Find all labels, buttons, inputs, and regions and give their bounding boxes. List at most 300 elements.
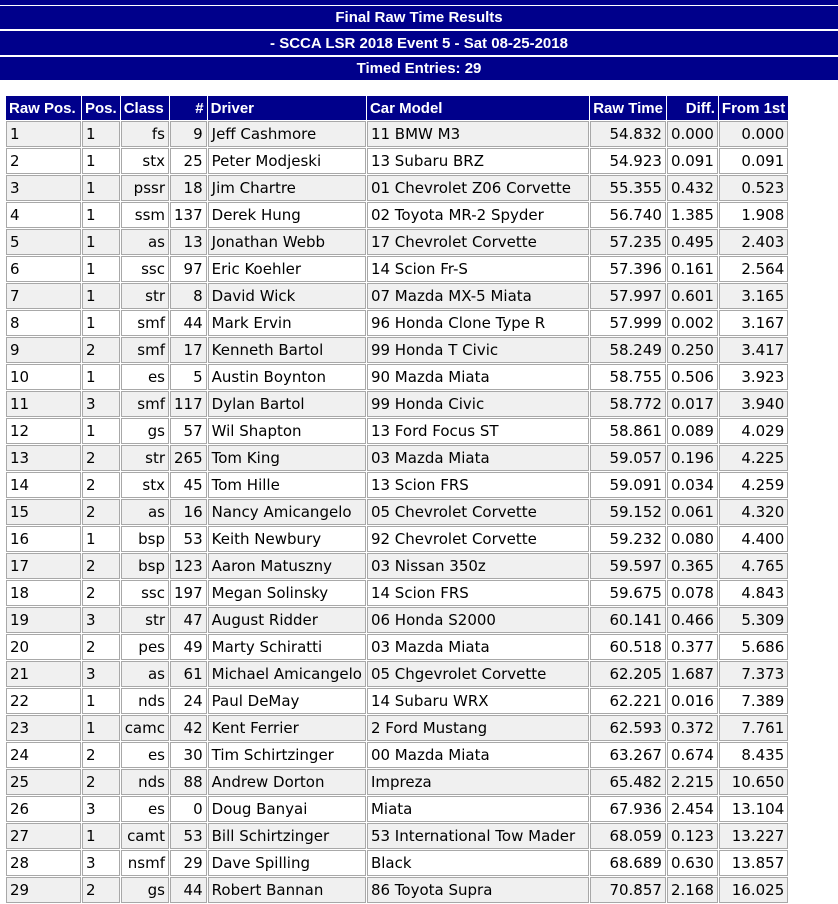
cell-from-first: 2.564 bbox=[719, 256, 788, 282]
cell-from-first: 4.400 bbox=[719, 526, 788, 552]
cell-raw-pos: 7 bbox=[6, 283, 81, 309]
cell-raw-pos: 18 bbox=[6, 580, 81, 606]
cell-number: 29 bbox=[170, 850, 207, 876]
cell-raw-pos: 24 bbox=[6, 742, 81, 768]
table-row bbox=[6, 499, 788, 525]
cell-from-first: 4.843 bbox=[719, 580, 788, 606]
cell-diff: 0.017 bbox=[667, 391, 718, 417]
cell-car-model: 07 Mazda MX-5 Miata bbox=[367, 283, 589, 309]
cell-raw-time: 55.355 bbox=[590, 175, 666, 201]
cell-car-model: 14 Subaru WRX bbox=[367, 688, 589, 714]
cell-car-model: 14 Scion FRS bbox=[367, 580, 589, 606]
header-row bbox=[6, 96, 788, 120]
cell-diff: 2.454 bbox=[667, 796, 718, 822]
cell-raw-pos: 23 bbox=[6, 715, 81, 741]
cell-car-model: 13 Ford Focus ST bbox=[367, 418, 589, 444]
cell-driver: Wil Shapton bbox=[208, 418, 366, 444]
cell-car-model: 06 Honda S2000 bbox=[367, 607, 589, 633]
cell-raw-time: 62.593 bbox=[590, 715, 666, 741]
cell-number: 13 bbox=[170, 229, 207, 255]
cell-diff: 0.123 bbox=[667, 823, 718, 849]
cell-class: fs bbox=[121, 121, 169, 147]
cell-driver: Tom Hille bbox=[208, 472, 366, 498]
cell-raw-time: 57.997 bbox=[590, 283, 666, 309]
cell-driver: Tim Schirtzinger bbox=[208, 742, 366, 768]
cell-driver: Megan Solinsky bbox=[208, 580, 366, 606]
cell-driver: Peter Modjeski bbox=[208, 148, 366, 174]
cell-number: 24 bbox=[170, 688, 207, 714]
col-header-from-first: From 1st bbox=[719, 96, 788, 120]
cell-diff: 0.674 bbox=[667, 742, 718, 768]
cell-pos: 2 bbox=[82, 499, 120, 525]
cell-from-first: 5.309 bbox=[719, 607, 788, 633]
cell-from-first: 4.225 bbox=[719, 445, 788, 471]
cell-raw-time: 54.923 bbox=[590, 148, 666, 174]
cell-number: 44 bbox=[170, 877, 207, 903]
cell-raw-time: 54.832 bbox=[590, 121, 666, 147]
cell-number: 49 bbox=[170, 634, 207, 660]
cell-pos: 1 bbox=[82, 715, 120, 741]
cell-class: stx bbox=[121, 148, 169, 174]
table-row bbox=[6, 796, 788, 822]
cell-raw-pos: 26 bbox=[6, 796, 81, 822]
cell-raw-pos: 12 bbox=[6, 418, 81, 444]
cell-diff: 1.385 bbox=[667, 202, 718, 228]
cell-pos: 2 bbox=[82, 472, 120, 498]
cell-from-first: 13.227 bbox=[719, 823, 788, 849]
col-header-class: Class bbox=[121, 96, 169, 120]
cell-class: nsmf bbox=[121, 850, 169, 876]
cell-diff: 0.630 bbox=[667, 850, 718, 876]
cell-number: 137 bbox=[170, 202, 207, 228]
table-row bbox=[6, 769, 788, 795]
cell-pos: 1 bbox=[82, 364, 120, 390]
cell-raw-pos: 21 bbox=[6, 661, 81, 687]
cell-number: 0 bbox=[170, 796, 207, 822]
cell-raw-time: 58.249 bbox=[590, 337, 666, 363]
cell-pos: 3 bbox=[82, 391, 120, 417]
cell-diff: 0.601 bbox=[667, 283, 718, 309]
table-row bbox=[6, 850, 788, 876]
cell-from-first: 0.091 bbox=[719, 148, 788, 174]
cell-diff: 0.196 bbox=[667, 445, 718, 471]
cell-class: as bbox=[121, 499, 169, 525]
cell-from-first: 3.165 bbox=[719, 283, 788, 309]
cell-diff: 0.377 bbox=[667, 634, 718, 660]
cell-class: es bbox=[121, 364, 169, 390]
cell-diff: 0.016 bbox=[667, 688, 718, 714]
cell-diff: 0.061 bbox=[667, 499, 718, 525]
cell-pos: 1 bbox=[82, 256, 120, 282]
cell-raw-time: 59.675 bbox=[590, 580, 666, 606]
cell-raw-pos: 25 bbox=[6, 769, 81, 795]
cell-raw-pos: 2 bbox=[6, 148, 81, 174]
cell-raw-time: 59.057 bbox=[590, 445, 666, 471]
cell-from-first: 13.857 bbox=[719, 850, 788, 876]
cell-raw-pos: 6 bbox=[6, 256, 81, 282]
cell-raw-time: 70.857 bbox=[590, 877, 666, 903]
table-row bbox=[6, 661, 788, 687]
cell-from-first: 0.523 bbox=[719, 175, 788, 201]
table-row bbox=[6, 553, 788, 579]
cell-number: 61 bbox=[170, 661, 207, 687]
cell-from-first: 3.167 bbox=[719, 310, 788, 336]
cell-class: smf bbox=[121, 391, 169, 417]
cell-car-model: 99 Honda T Civic bbox=[367, 337, 589, 363]
cell-car-model: 03 Mazda Miata bbox=[367, 445, 589, 471]
cell-from-first: 3.940 bbox=[719, 391, 788, 417]
cell-class: gs bbox=[121, 418, 169, 444]
cell-raw-time: 63.267 bbox=[590, 742, 666, 768]
cell-pos: 2 bbox=[82, 769, 120, 795]
cell-raw-pos: 10 bbox=[6, 364, 81, 390]
cell-diff: 0.089 bbox=[667, 418, 718, 444]
cell-from-first: 5.686 bbox=[719, 634, 788, 660]
cell-driver: Dylan Bartol bbox=[208, 391, 366, 417]
cell-class: nds bbox=[121, 688, 169, 714]
cell-diff: 0.495 bbox=[667, 229, 718, 255]
cell-class: es bbox=[121, 796, 169, 822]
table-row bbox=[6, 742, 788, 768]
cell-diff: 2.168 bbox=[667, 877, 718, 903]
cell-number: 53 bbox=[170, 823, 207, 849]
cell-from-first: 4.029 bbox=[719, 418, 788, 444]
cell-raw-pos: 8 bbox=[6, 310, 81, 336]
table-row bbox=[6, 688, 788, 714]
cell-raw-pos: 16 bbox=[6, 526, 81, 552]
cell-driver: Paul DeMay bbox=[208, 688, 366, 714]
cell-raw-time: 57.235 bbox=[590, 229, 666, 255]
cell-number: 57 bbox=[170, 418, 207, 444]
cell-diff: 0.466 bbox=[667, 607, 718, 633]
cell-raw-time: 56.740 bbox=[590, 202, 666, 228]
cell-raw-pos: 28 bbox=[6, 850, 81, 876]
cell-driver: Derek Hung bbox=[208, 202, 366, 228]
cell-car-model: 13 Scion FRS bbox=[367, 472, 589, 498]
table-row bbox=[6, 877, 788, 903]
cell-pos: 3 bbox=[82, 796, 120, 822]
event-title: - SCCA LSR 2018 Event 5 - Sat 08-25-2018 bbox=[0, 30, 838, 55]
cell-car-model: 05 Chgevrolet Corvette bbox=[367, 661, 589, 687]
cell-car-model: 96 Honda Clone Type R bbox=[367, 310, 589, 336]
cell-driver: Mark Ervin bbox=[208, 310, 366, 336]
cell-from-first: 4.320 bbox=[719, 499, 788, 525]
table-row bbox=[6, 283, 788, 309]
cell-class: str bbox=[121, 445, 169, 471]
cell-car-model: 86 Toyota Supra bbox=[367, 877, 589, 903]
cell-class: smf bbox=[121, 337, 169, 363]
cell-car-model: 14 Scion Fr-S bbox=[367, 256, 589, 282]
cell-car-model: 03 Mazda Miata bbox=[367, 634, 589, 660]
cell-raw-time: 58.755 bbox=[590, 364, 666, 390]
table-row bbox=[6, 121, 788, 147]
table-row bbox=[6, 445, 788, 471]
cell-class: bsp bbox=[121, 553, 169, 579]
cell-from-first: 4.259 bbox=[719, 472, 788, 498]
cell-pos: 1 bbox=[82, 310, 120, 336]
col-header-number: # bbox=[170, 96, 207, 120]
cell-number: 42 bbox=[170, 715, 207, 741]
cell-driver: Andrew Dorton bbox=[208, 769, 366, 795]
cell-car-model: 01 Chevrolet Z06 Corvette bbox=[367, 175, 589, 201]
table-row bbox=[6, 202, 788, 228]
table-row bbox=[6, 418, 788, 444]
cell-driver: Eric Koehler bbox=[208, 256, 366, 282]
results-table bbox=[5, 95, 789, 904]
cell-number: 8 bbox=[170, 283, 207, 309]
cell-pos: 1 bbox=[82, 526, 120, 552]
cell-car-model: 13 Subaru BRZ bbox=[367, 148, 589, 174]
col-header-driver: Driver bbox=[208, 96, 366, 120]
cell-pos: 2 bbox=[82, 445, 120, 471]
cell-class: gs bbox=[121, 877, 169, 903]
cell-car-model: 99 Honda Civic bbox=[367, 391, 589, 417]
cell-number: 18 bbox=[170, 175, 207, 201]
cell-raw-time: 65.482 bbox=[590, 769, 666, 795]
cell-raw-time: 57.999 bbox=[590, 310, 666, 336]
cell-driver: Nancy Amicangelo bbox=[208, 499, 366, 525]
cell-diff: 0.078 bbox=[667, 580, 718, 606]
cell-diff: 0.250 bbox=[667, 337, 718, 363]
cell-class: es bbox=[121, 742, 169, 768]
table-row bbox=[6, 310, 788, 336]
cell-diff: 0.080 bbox=[667, 526, 718, 552]
table-row bbox=[6, 715, 788, 741]
cell-pos: 1 bbox=[82, 688, 120, 714]
cell-class: str bbox=[121, 283, 169, 309]
table-row bbox=[6, 148, 788, 174]
cell-driver: August Ridder bbox=[208, 607, 366, 633]
table-row bbox=[6, 391, 788, 417]
cell-from-first: 3.923 bbox=[719, 364, 788, 390]
cell-diff: 0.372 bbox=[667, 715, 718, 741]
cell-pos: 2 bbox=[82, 877, 120, 903]
table-row bbox=[6, 337, 788, 363]
cell-number: 45 bbox=[170, 472, 207, 498]
cell-raw-pos: 22 bbox=[6, 688, 81, 714]
cell-class: bsp bbox=[121, 526, 169, 552]
cell-from-first: 0.000 bbox=[719, 121, 788, 147]
col-header-raw-pos: Raw Pos. bbox=[6, 96, 81, 120]
cell-car-model: 00 Mazda Miata bbox=[367, 742, 589, 768]
cell-number: 123 bbox=[170, 553, 207, 579]
cell-number: 47 bbox=[170, 607, 207, 633]
cell-diff: 0.000 bbox=[667, 121, 718, 147]
cell-number: 97 bbox=[170, 256, 207, 282]
cell-raw-time: 57.396 bbox=[590, 256, 666, 282]
cell-class: stx bbox=[121, 472, 169, 498]
cell-pos: 2 bbox=[82, 337, 120, 363]
cell-pos: 1 bbox=[82, 283, 120, 309]
cell-from-first: 16.025 bbox=[719, 877, 788, 903]
cell-pos: 3 bbox=[82, 661, 120, 687]
col-header-car-model: Car Model bbox=[367, 96, 589, 120]
cell-pos: 2 bbox=[82, 553, 120, 579]
cell-driver: Austin Boynton bbox=[208, 364, 366, 390]
cell-raw-pos: 15 bbox=[6, 499, 81, 525]
cell-pos: 2 bbox=[82, 742, 120, 768]
cell-raw-pos: 4 bbox=[6, 202, 81, 228]
cell-car-model: Impreza bbox=[367, 769, 589, 795]
cell-raw-time: 62.221 bbox=[590, 688, 666, 714]
table-row bbox=[6, 364, 788, 390]
cell-raw-time: 59.597 bbox=[590, 553, 666, 579]
cell-raw-time: 58.861 bbox=[590, 418, 666, 444]
cell-class: camc bbox=[121, 715, 169, 741]
timed-entries: Timed Entries: 29 bbox=[0, 56, 838, 80]
table-row bbox=[6, 175, 788, 201]
cell-from-first: 13.104 bbox=[719, 796, 788, 822]
cell-raw-time: 60.518 bbox=[590, 634, 666, 660]
cell-driver: Keith Newbury bbox=[208, 526, 366, 552]
cell-number: 30 bbox=[170, 742, 207, 768]
cell-number: 16 bbox=[170, 499, 207, 525]
cell-from-first: 4.765 bbox=[719, 553, 788, 579]
cell-pos: 1 bbox=[82, 202, 120, 228]
cell-driver: Aaron Matuszny bbox=[208, 553, 366, 579]
cell-class: pes bbox=[121, 634, 169, 660]
cell-driver: Jonathan Webb bbox=[208, 229, 366, 255]
cell-driver: Kenneth Bartol bbox=[208, 337, 366, 363]
cell-driver: Doug Banyai bbox=[208, 796, 366, 822]
cell-class: smf bbox=[121, 310, 169, 336]
cell-diff: 0.432 bbox=[667, 175, 718, 201]
cell-car-model: 02 Toyota MR-2 Spyder bbox=[367, 202, 589, 228]
cell-class: ssm bbox=[121, 202, 169, 228]
cell-pos: 1 bbox=[82, 175, 120, 201]
cell-raw-pos: 9 bbox=[6, 337, 81, 363]
cell-raw-pos: 27 bbox=[6, 823, 81, 849]
cell-raw-pos: 1 bbox=[6, 121, 81, 147]
cell-raw-pos: 11 bbox=[6, 391, 81, 417]
cell-raw-time: 59.091 bbox=[590, 472, 666, 498]
cell-number: 117 bbox=[170, 391, 207, 417]
cell-driver: Jim Chartre bbox=[208, 175, 366, 201]
cell-car-model: 17 Chevrolet Corvette bbox=[367, 229, 589, 255]
cell-car-model: 03 Nissan 350z bbox=[367, 553, 589, 579]
col-header-raw-time: Raw Time bbox=[590, 96, 666, 120]
cell-raw-pos: 3 bbox=[6, 175, 81, 201]
cell-raw-time: 68.689 bbox=[590, 850, 666, 876]
cell-car-model: 11 BMW M3 bbox=[367, 121, 589, 147]
cell-raw-pos: 19 bbox=[6, 607, 81, 633]
cell-diff: 0.002 bbox=[667, 310, 718, 336]
cell-class: nds bbox=[121, 769, 169, 795]
cell-car-model: 90 Mazda Miata bbox=[367, 364, 589, 390]
cell-pos: 3 bbox=[82, 850, 120, 876]
cell-raw-pos: 5 bbox=[6, 229, 81, 255]
cell-driver: David Wick bbox=[208, 283, 366, 309]
cell-car-model: Black bbox=[367, 850, 589, 876]
cell-car-model: 05 Chevrolet Corvette bbox=[367, 499, 589, 525]
cell-from-first: 3.417 bbox=[719, 337, 788, 363]
cell-class: ssc bbox=[121, 580, 169, 606]
table-row bbox=[6, 634, 788, 660]
table-row bbox=[6, 256, 788, 282]
cell-diff: 0.091 bbox=[667, 148, 718, 174]
cell-class: pssr bbox=[121, 175, 169, 201]
cell-raw-time: 60.141 bbox=[590, 607, 666, 633]
cell-class: as bbox=[121, 229, 169, 255]
cell-class: as bbox=[121, 661, 169, 687]
cell-raw-time: 59.232 bbox=[590, 526, 666, 552]
cell-pos: 1 bbox=[82, 823, 120, 849]
cell-pos: 1 bbox=[82, 418, 120, 444]
cell-from-first: 8.435 bbox=[719, 742, 788, 768]
cell-raw-time: 62.205 bbox=[590, 661, 666, 687]
cell-diff: 0.161 bbox=[667, 256, 718, 282]
cell-number: 53 bbox=[170, 526, 207, 552]
cell-driver: Michael Amicangelo bbox=[208, 661, 366, 687]
col-header-pos: Pos. bbox=[82, 96, 120, 120]
cell-diff: 2.215 bbox=[667, 769, 718, 795]
results-body bbox=[6, 121, 788, 903]
cell-diff: 0.365 bbox=[667, 553, 718, 579]
cell-diff: 1.687 bbox=[667, 661, 718, 687]
cell-class: ssc bbox=[121, 256, 169, 282]
cell-class: camt bbox=[121, 823, 169, 849]
cell-car-model: 92 Chevrolet Corvette bbox=[367, 526, 589, 552]
table-row bbox=[6, 472, 788, 498]
cell-raw-pos: 20 bbox=[6, 634, 81, 660]
cell-number: 197 bbox=[170, 580, 207, 606]
cell-raw-pos: 29 bbox=[6, 877, 81, 903]
cell-driver: Jeff Cashmore bbox=[208, 121, 366, 147]
cell-driver: Dave Spilling bbox=[208, 850, 366, 876]
cell-number: 25 bbox=[170, 148, 207, 174]
cell-pos: 2 bbox=[82, 580, 120, 606]
cell-driver: Tom King bbox=[208, 445, 366, 471]
cell-car-model: 2 Ford Mustang bbox=[367, 715, 589, 741]
cell-pos: 3 bbox=[82, 607, 120, 633]
cell-raw-time: 58.772 bbox=[590, 391, 666, 417]
cell-driver: Bill Schirtzinger bbox=[208, 823, 366, 849]
cell-diff: 0.034 bbox=[667, 472, 718, 498]
cell-from-first: 7.761 bbox=[719, 715, 788, 741]
cell-pos: 1 bbox=[82, 121, 120, 147]
cell-car-model: 53 International Tow Mader bbox=[367, 823, 589, 849]
cell-from-first: 10.650 bbox=[719, 769, 788, 795]
table-row bbox=[6, 823, 788, 849]
cell-raw-pos: 17 bbox=[6, 553, 81, 579]
col-header-diff: Diff. bbox=[667, 96, 718, 120]
cell-driver: Marty Schiratti bbox=[208, 634, 366, 660]
cell-number: 44 bbox=[170, 310, 207, 336]
cell-diff: 0.506 bbox=[667, 364, 718, 390]
cell-class: str bbox=[121, 607, 169, 633]
cell-number: 17 bbox=[170, 337, 207, 363]
cell-raw-time: 67.936 bbox=[590, 796, 666, 822]
cell-number: 88 bbox=[170, 769, 207, 795]
cell-from-first: 7.373 bbox=[719, 661, 788, 687]
page-title: Final Raw Time Results bbox=[0, 5, 838, 29]
cell-raw-time: 59.152 bbox=[590, 499, 666, 525]
cell-raw-time: 68.059 bbox=[590, 823, 666, 849]
table-row bbox=[6, 580, 788, 606]
cell-driver: Kent Ferrier bbox=[208, 715, 366, 741]
cell-pos: 1 bbox=[82, 148, 120, 174]
cell-raw-pos: 14 bbox=[6, 472, 81, 498]
cell-number: 9 bbox=[170, 121, 207, 147]
table-row bbox=[6, 607, 788, 633]
table-row bbox=[6, 229, 788, 255]
cell-car-model: Miata bbox=[367, 796, 589, 822]
cell-number: 5 bbox=[170, 364, 207, 390]
cell-from-first: 7.389 bbox=[719, 688, 788, 714]
cell-driver: Robert Bannan bbox=[208, 877, 366, 903]
cell-pos: 1 bbox=[82, 229, 120, 255]
cell-from-first: 1.908 bbox=[719, 202, 788, 228]
